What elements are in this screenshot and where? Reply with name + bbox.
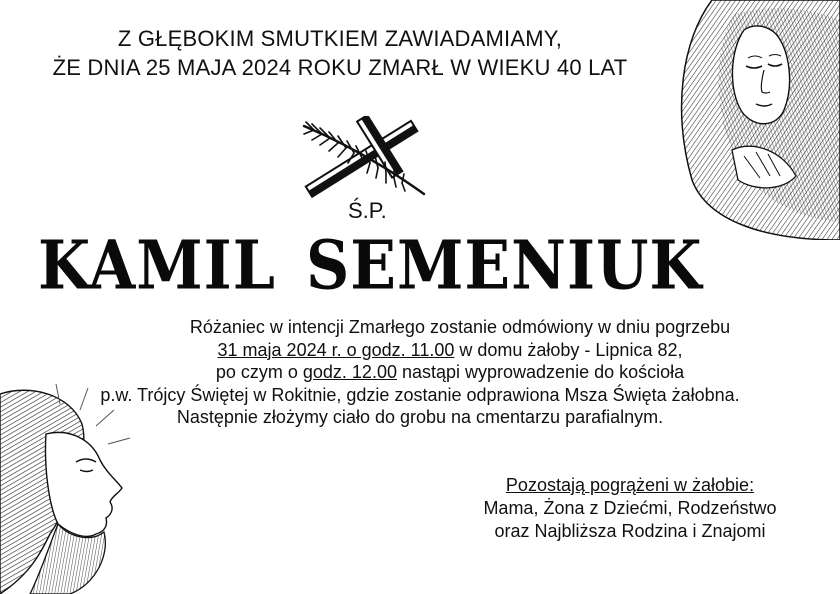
ceremony-line-3-post: nastąpi wyprowadzenie do kościoła bbox=[396, 362, 685, 382]
rosary-date-time: 31 maja 2024 r. o godz. 11.00 bbox=[217, 339, 455, 360]
departure-time: godz. 12.00 bbox=[302, 362, 397, 382]
announcement-header bbox=[0, 24, 680, 82]
deceased-name bbox=[38, 226, 703, 307]
header-line-1: Z GŁĘBOKIM SMUTKIEM ZAWIADAMIAMY, bbox=[117, 26, 563, 51]
ceremony-line-5: Następnie złożymy ciało do grobu na cmentarzu parafialnym. bbox=[176, 407, 664, 427]
ceremony-line-4: p.w. Trójcy Świętej w Rokitnie, gdzie zostanie odprawiona Msza Święta żałobna. bbox=[100, 384, 740, 405]
madonna-engraving-icon bbox=[672, 0, 840, 240]
deceased-first-name: KAMIL bbox=[38, 227, 276, 306]
ceremony-line-3 bbox=[30, 361, 810, 384]
mourners-heading: Pozostają pogrążeni w żałobie: bbox=[505, 475, 755, 495]
ceremony-line-2-rest: w domu żałoby - Lipnica 82, bbox=[454, 339, 683, 360]
ceremony-line-2 bbox=[30, 339, 810, 362]
mourners-block bbox=[470, 474, 790, 543]
ceremony-line-1: Różaniec w intencji Zmarłego zostanie odmówiony w dniu pogrzebu bbox=[189, 317, 731, 337]
mourners-line-1: Mama, Żona z Dziećmi, Rodzeństwo bbox=[483, 498, 777, 518]
header-line-2: ŻE DNIA 25 MAJA 2024 ROKU ZMARŁ W WIEKU 40 LAT bbox=[52, 55, 628, 80]
mourners-line-2: oraz Najbliższa Rodzina i Znajomi bbox=[494, 521, 766, 541]
cross-palm-icon bbox=[292, 116, 430, 200]
deceased-last-name: SEMENIUK bbox=[305, 227, 703, 306]
deceased-prefix: Ś.P. bbox=[348, 198, 387, 223]
christ-engraving-icon bbox=[0, 384, 150, 594]
ceremony-line-3-pre: po czym o bbox=[215, 362, 303, 382]
